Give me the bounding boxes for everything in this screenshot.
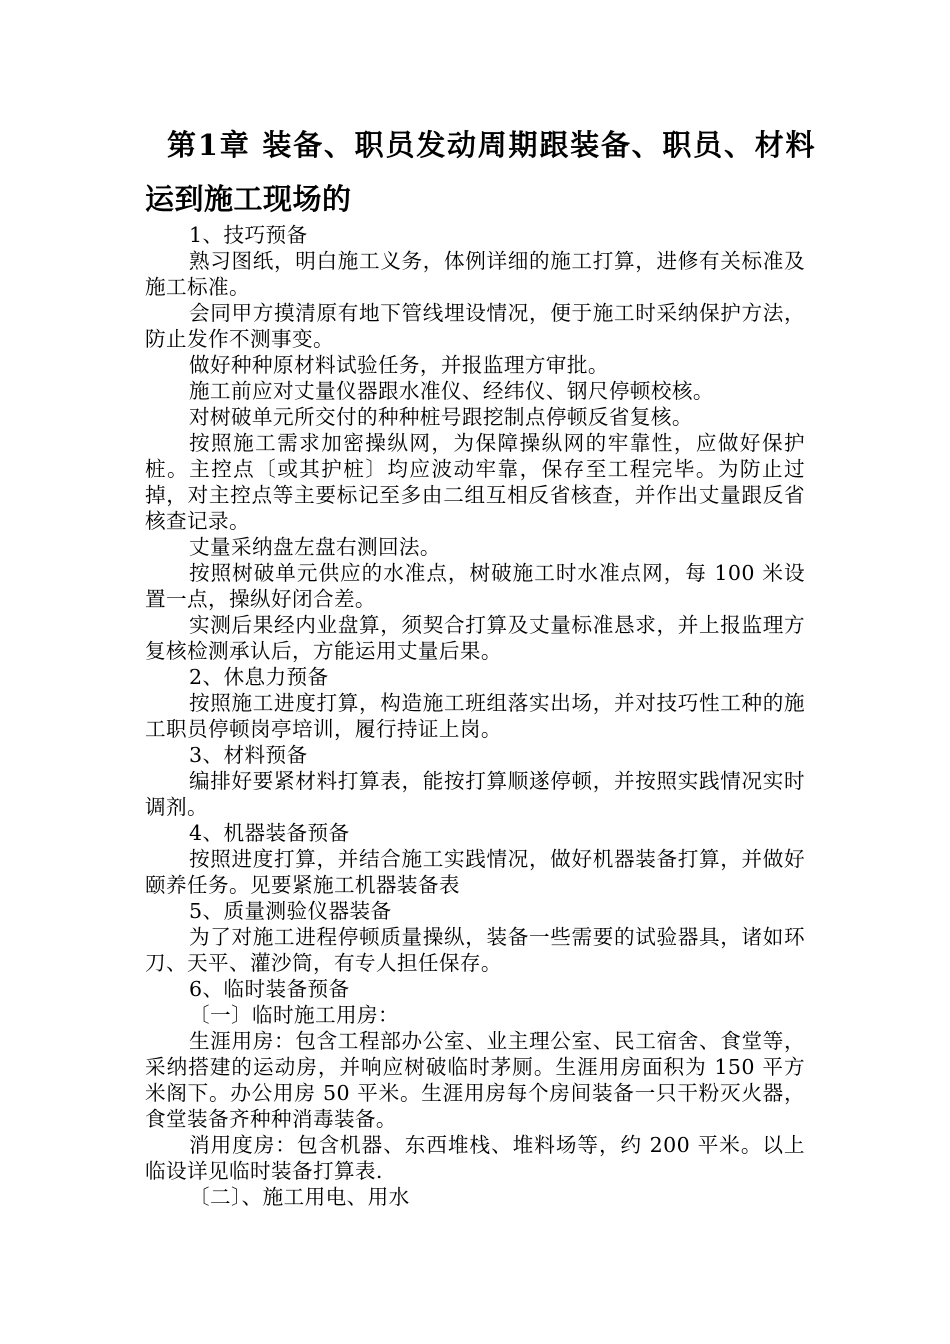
section-heading-quality: 5、质量测验仪器装备 [189,899,392,923]
subsection-heading-utilities: 〔二〕、施工用电、用水 [189,1185,410,1209]
paragraph: 生涯用房：包含工程部办公室、业主理公室、民工宿舍、食堂等，采纳搭建的运动房，并响应树破临时茅厕。生涯用房面积为 150 平方米阁下。办公用房 50 平米。生涯用房每个房间装备一只干粉灭火器，食堂装备齐种种消毒装备。 [145,1029,805,1131]
chapter-title: 第1章 装备、职员发动周期跟装备、职员、材料运到施工现场的 [145,128,815,216]
paragraph: 实测后果经内业盘算，须契合打算及丈量标准恳求，并上报监理方复核检测承认后，方能运用丈量后果。 [145,613,805,663]
paragraph: 按照树破单元供应的水准点，树破施工时水准点网，每 100 米设置一点，操纵好闭合差。 [145,561,805,611]
paragraph: 施工前应对丈量仪器跟水准仪、经纬仪、钢尺停顿校核。 [189,379,714,403]
paragraph: 按照施工需求加密操纵网，为保障操纵网的牢靠性，应做好保护桩。主控点〔或其护桩〕均应波动牢靠，保存至工程完毕。为防止过掉，对主控点等主要标记至多由二组互相反省核查，并作出丈量跟反省核查记录。 [145,431,805,533]
section-heading-labor: 2、休息力预备 [189,665,329,689]
section-heading-machinery: 4、机器装备预备 [189,821,350,845]
paragraph: 对树破单元所交付的种种桩号跟挖制点停顿反省复核。 [189,405,693,429]
paragraph: 按照施工进度打算，构造施工班组落实出场，并对技巧性工种的施工职员停顿岗亭培训，履行持证上岗。 [145,691,805,741]
paragraph: 为了对施工进程停顿质量操纵，装备一些需要的试验器具，诸如环刀、天平、灌沙筒，有专人担任保存。 [145,925,805,975]
paragraph: 做好种种原材料试验任务，并报监理方审批。 [189,353,609,377]
paragraph: 会同甲方摸清原有地下管线埋设情况，便于施工时采纳保护方法，防止发作不测事变。 [145,301,805,351]
paragraph: 消用度房：包含机器、东西堆栈、堆料场等，约 200 平米。以上临设详见临时装备打算表. [145,1133,805,1183]
paragraph: 编排好要紧材料打算表，能按打算顺遂停顿，并按照实践情况实时调剂。 [145,769,805,819]
paragraph: 丈量采纳盘左盘右测回法。 [189,535,441,559]
section-heading-temporary: 6、临时装备预备 [189,977,350,1001]
document-body [145,222,805,1210]
subsection-heading-housing: 〔一〕临时施工用房： [189,1003,399,1027]
section-heading-materials: 3、材料预备 [189,743,308,767]
paragraph: 熟习图纸，明白施工义务，体例详细的施工打算，进修有关标准及施工标准。 [145,249,805,299]
section-heading-technical: 1、技巧预备 [189,223,308,247]
paragraph: 按照进度打算，并结合施工实践情况，做好机器装备打算，并做好颐养任务。见要紧施工机器装备表 [145,847,805,897]
